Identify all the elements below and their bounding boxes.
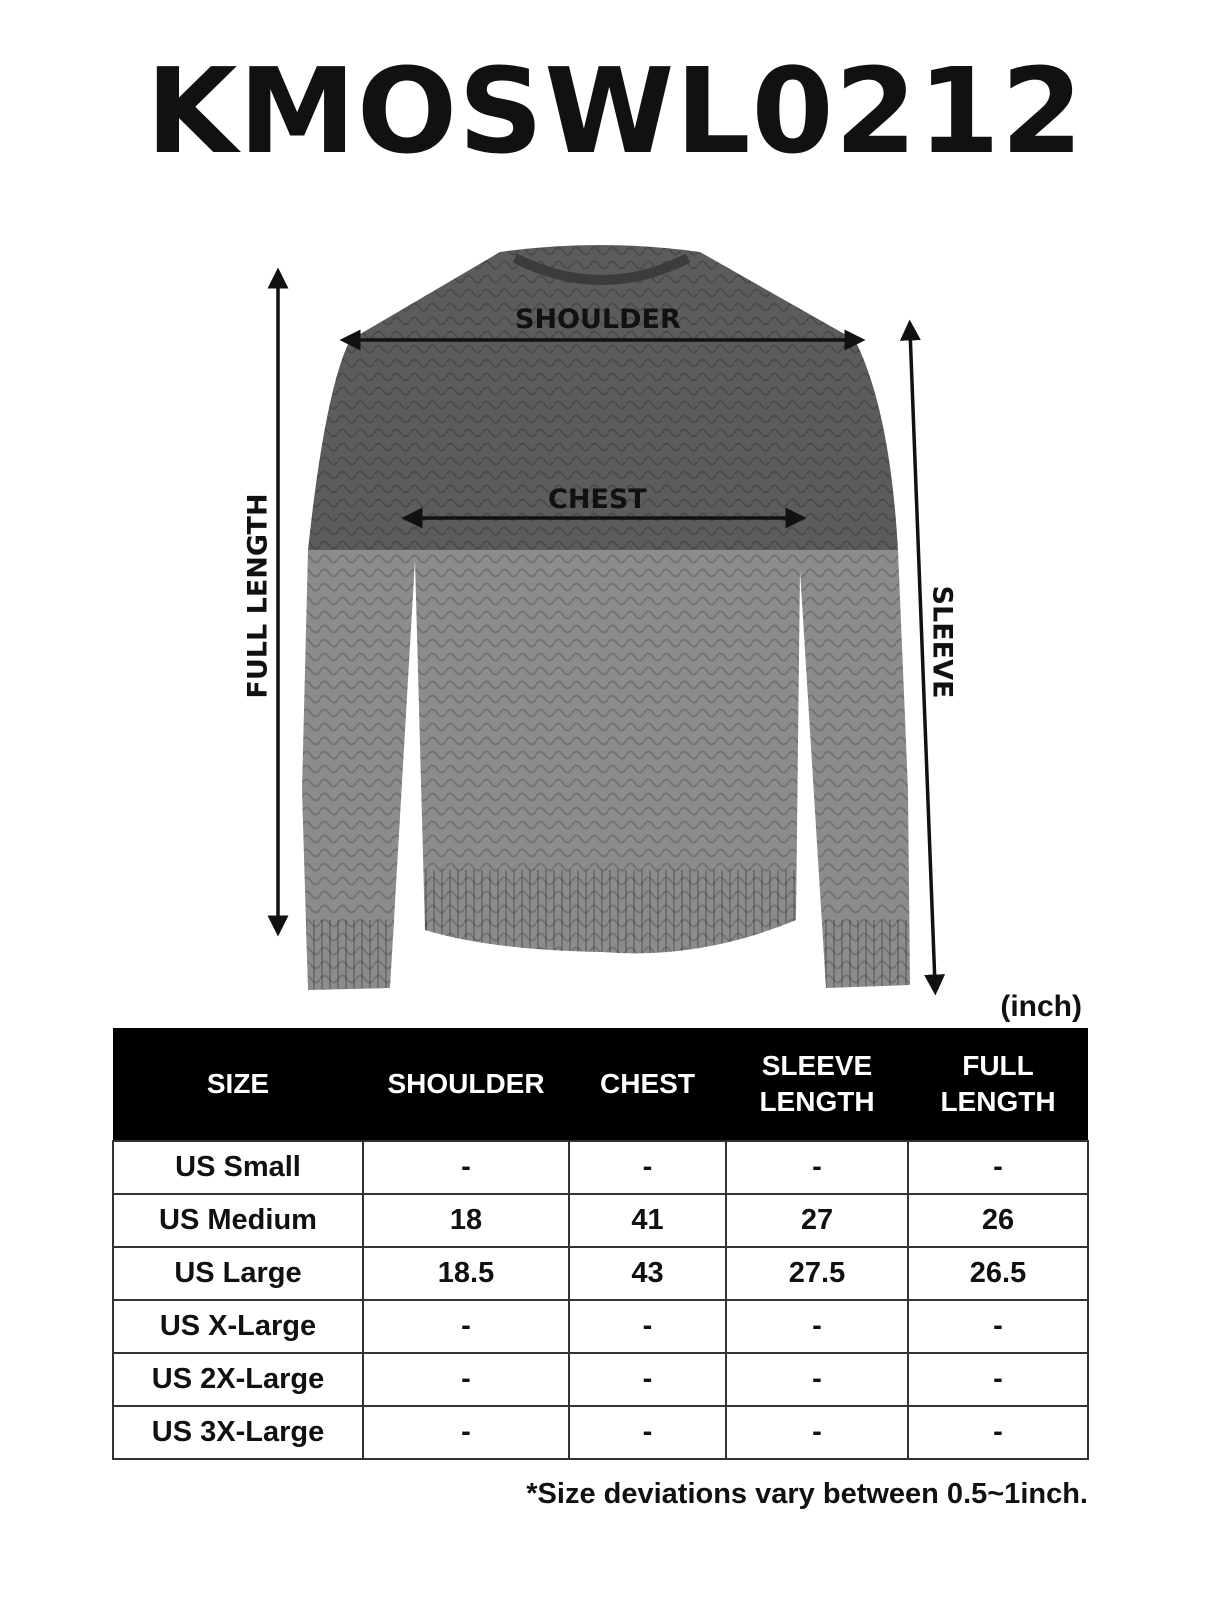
- table-cell: US 3X-Large: [113, 1406, 363, 1459]
- sweater-illustration: [230, 230, 990, 1020]
- table-cell: 26: [908, 1194, 1088, 1247]
- table-cell: -: [569, 1406, 726, 1459]
- header-sleeve-length: SLEEVE LENGTH: [726, 1028, 908, 1141]
- table-cell: 27: [726, 1194, 908, 1247]
- table-cell: 41: [569, 1194, 726, 1247]
- table-row: [113, 1247, 1088, 1300]
- size-chart-table: [112, 1028, 1089, 1460]
- table-cell: US 2X-Large: [113, 1353, 363, 1406]
- header-shoulder: SHOULDER: [363, 1028, 569, 1141]
- product-code-title: KMOSWL0212: [146, 42, 1084, 180]
- table-cell: -: [363, 1406, 569, 1459]
- size-deviation-note: *Size deviations vary between 0.5~1inch.: [526, 1478, 1088, 1510]
- sleeve-label: SLEEVE: [926, 585, 958, 699]
- table-cell: -: [726, 1141, 908, 1194]
- table-cell: -: [726, 1406, 908, 1459]
- table-cell: -: [726, 1353, 908, 1406]
- table-cell: 43: [569, 1247, 726, 1300]
- table-cell: 18: [363, 1194, 569, 1247]
- unit-label: (inch): [1000, 990, 1082, 1023]
- table-cell: -: [363, 1141, 569, 1194]
- table-cell: -: [908, 1141, 1088, 1194]
- table-header-row: [113, 1028, 1088, 1141]
- table-cell: -: [569, 1300, 726, 1353]
- table-cell: US Large: [113, 1247, 363, 1300]
- table-cell: US X-Large: [113, 1300, 363, 1353]
- table-cell: 27.5: [726, 1247, 908, 1300]
- table-cell: -: [363, 1300, 569, 1353]
- header-full-length: FULL LENGTH: [908, 1028, 1088, 1141]
- table-row: [113, 1406, 1088, 1459]
- table-row: [113, 1353, 1088, 1406]
- shoulder-label: SHOULDER: [515, 304, 681, 335]
- table-cell: -: [363, 1353, 569, 1406]
- header-chest: CHEST: [569, 1028, 726, 1141]
- table-cell: -: [569, 1353, 726, 1406]
- full-length-label: FULL LENGTH: [242, 493, 274, 699]
- table-cell: US Medium: [113, 1194, 363, 1247]
- table-cell: -: [908, 1300, 1088, 1353]
- table-row: [113, 1141, 1088, 1194]
- header-size: SIZE: [113, 1028, 363, 1141]
- sweater-body: [230, 230, 990, 1020]
- table-cell: -: [726, 1300, 908, 1353]
- table-row: [113, 1300, 1088, 1353]
- chest-label: CHEST: [548, 484, 647, 515]
- table-row: [113, 1194, 1088, 1247]
- table-cell: US Small: [113, 1141, 363, 1194]
- table-cell: -: [569, 1141, 726, 1194]
- table-cell: -: [908, 1353, 1088, 1406]
- table-cell: -: [908, 1406, 1088, 1459]
- table-cell: 26.5: [908, 1247, 1088, 1300]
- table-cell: 18.5: [363, 1247, 569, 1300]
